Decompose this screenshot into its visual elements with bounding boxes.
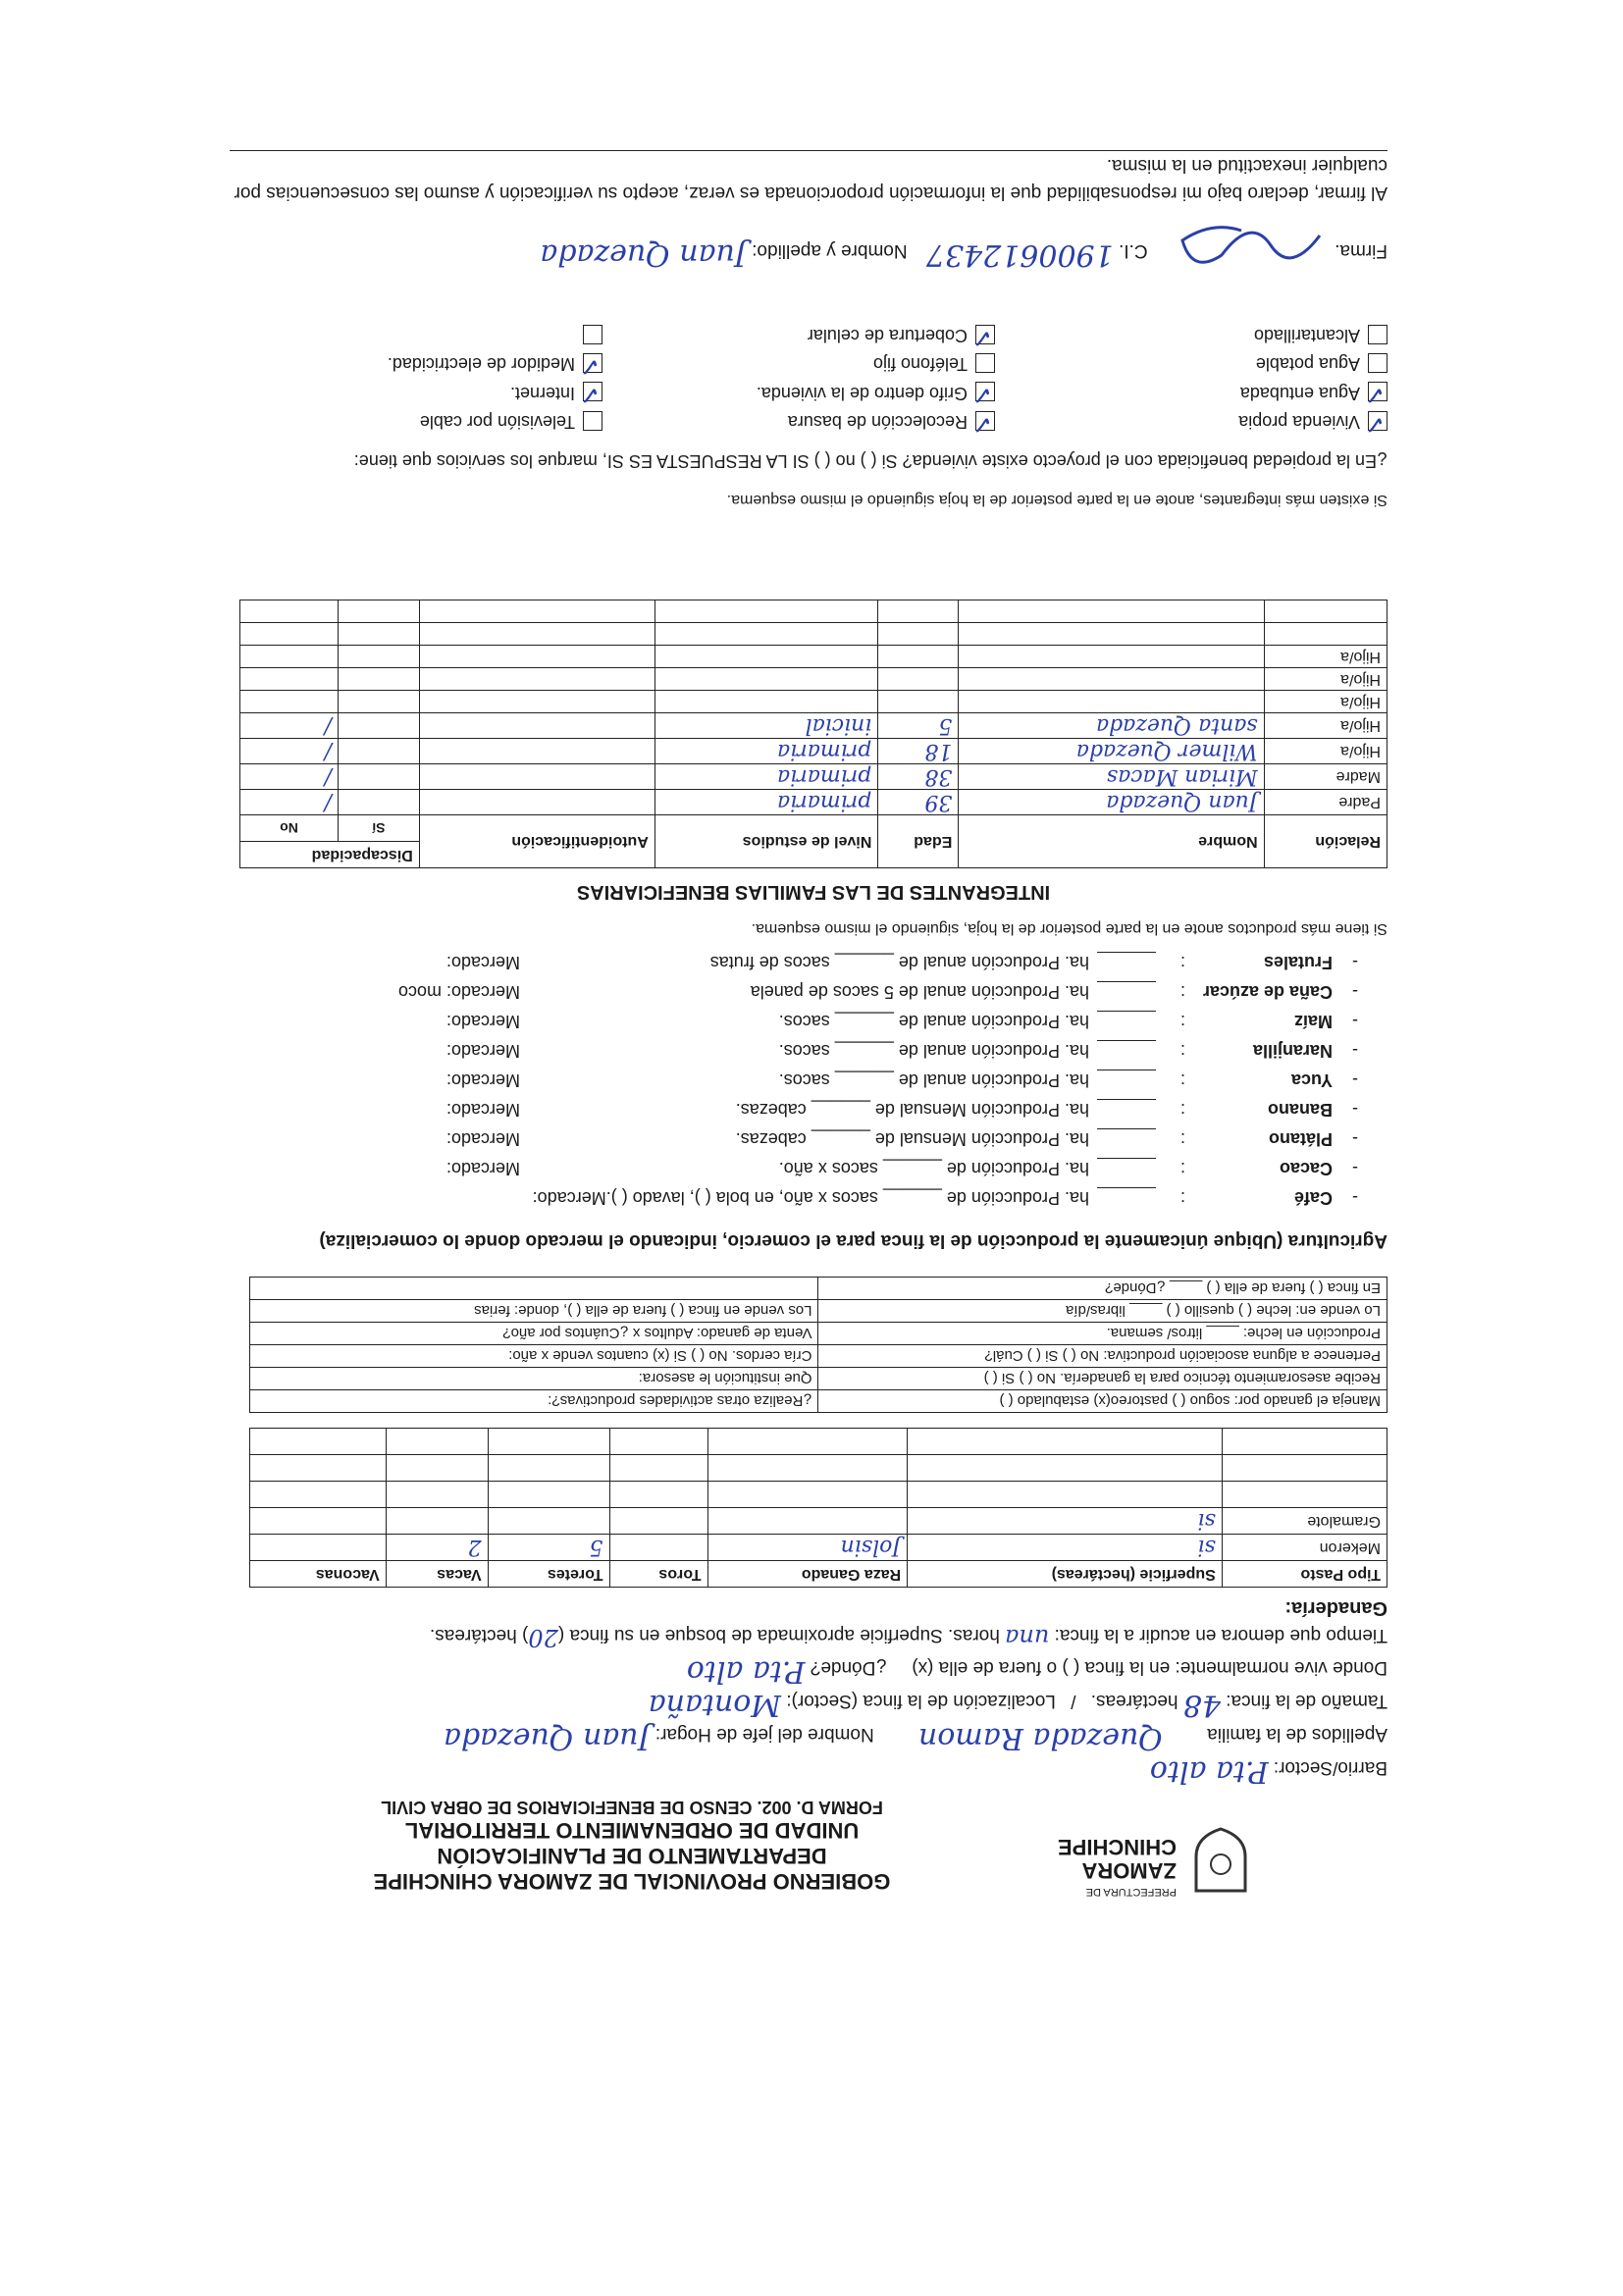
crop-name: Café: [1293, 1188, 1333, 1208]
checkbox-icon[interactable]: [583, 383, 602, 402]
crop-name: Caña de azúcar: [1202, 982, 1333, 1002]
integrantes-cell: [959, 623, 1264, 646]
integrantes-cell: /: [240, 764, 339, 790]
integrantes-header: Autoidentificación: [419, 815, 654, 868]
integrantes-cell: [339, 646, 420, 668]
integrantes-cell: [654, 623, 878, 646]
integrantes-cell: [240, 691, 339, 713]
crop-mercado: Mercado:: [445, 1100, 520, 1120]
servicio-item[interactable]: [602, 325, 995, 345]
integrantes-title: INTEGRANTES DE LAS FAMILIAS BENEFICIARIAS: [576, 881, 1051, 903]
ganaderia-header: Vaconas: [250, 1561, 387, 1588]
ganaderia-row: [250, 1455, 1387, 1482]
servicio-label: Televisión por cable: [419, 412, 575, 432]
ganaderia-info-row: [250, 1278, 1387, 1300]
integrantes-cell: [339, 790, 420, 815]
ganaderia-cell: [707, 1455, 908, 1482]
header-line-2: DEPARTAMENTO DE PLANIFICACIÓN: [437, 1844, 827, 1868]
integrantes-cell: [878, 668, 959, 691]
servicio-label: Medidor de electricidad.: [387, 354, 575, 375]
integrantes-cell: [339, 668, 420, 691]
barrio-value: P.ta alto: [1149, 1754, 1269, 1789]
ganaderia-info-cell: Maneja el ganado por: soguo ( ) pastoreo(x) estabulado ( ): [818, 1390, 1387, 1413]
header-line-4: FORMA D. 002. CENSO DE BENEFICIARIOS DE OBRA CIVIL: [381, 1798, 883, 1817]
apellidos-value: Quezada Ramon: [917, 1721, 1163, 1755]
donde-value: P.ta alto: [686, 1654, 806, 1689]
ganaderia-info-row: [250, 1323, 1387, 1345]
integrantes-cell: [339, 600, 420, 623]
integrantes-cell: [878, 646, 959, 668]
ganaderia-row: [250, 1508, 1387, 1535]
ganaderia-info-cell: Los vende en finca ( ) fuera de ella ( ), donde: ferias: [250, 1300, 819, 1323]
apellidos-line: Apellidos de la familia Quezada Ramon Nombre del jefe de Hogar: Juan Quezada: [444, 1721, 1387, 1755]
integrantes-cell: Hijo/a: [1264, 668, 1387, 691]
integrantes-row: [240, 790, 1387, 815]
integrantes-cell: [878, 600, 959, 623]
integrantes-cell: [419, 691, 654, 713]
integrantes-cell: [419, 713, 654, 739]
servicio-item[interactable]: [308, 383, 602, 403]
ganaderia-cell: Mekeron: [1222, 1535, 1387, 1561]
ganaderia-cell: [488, 1429, 609, 1455]
servicio-label: Recolección de basura: [787, 412, 968, 432]
localizacion-value: Montaña: [648, 1688, 782, 1722]
ganaderia-cell: [609, 1508, 707, 1535]
shield-icon: [1191, 1827, 1250, 1896]
integrantes-cell: [654, 646, 878, 668]
integrantes-cell: primaria: [654, 790, 878, 815]
integrantes-cell: Madre: [1264, 764, 1387, 790]
signature-scribble: [1153, 216, 1330, 285]
agricultura-title: Agricultura (Ubique únicamente la producción de la finca para el comercio, indicando el mercado donde lo comercializa): [319, 1230, 1387, 1251]
ganaderia-info-table: [249, 1277, 1387, 1413]
integrantes-cell: primaria: [654, 739, 878, 764]
ganaderia-info-cell: Venta de ganado: Adultos x ¿Cuántos por año?: [250, 1323, 819, 1345]
integrantes-cell: [240, 600, 339, 623]
integrantes-cell: [959, 668, 1264, 691]
ganaderia-cell: [908, 1455, 1223, 1482]
ganaderia-info-cell: Producción en leche: ____ litros/ semana.: [818, 1323, 1387, 1345]
ganaderia-cell: [707, 1508, 908, 1535]
integrantes-row: [240, 623, 1387, 646]
crop-mercado: Mercado:: [445, 953, 520, 972]
ganaderia-row: [250, 1482, 1387, 1508]
ganaderia-cell: [609, 1455, 707, 1482]
integrantes-subheader: No: [240, 815, 339, 842]
ganaderia-cell: [908, 1429, 1223, 1455]
integrantes-cell: [339, 623, 420, 646]
checkbox-icon[interactable]: [975, 411, 995, 431]
ganaderia-cell: [1222, 1455, 1387, 1482]
ganaderia-cell: [488, 1455, 609, 1482]
servicio-item[interactable]: [995, 325, 1387, 345]
servicio-label: Teléfono fijo: [872, 354, 968, 375]
integrantes-header: Edad: [878, 815, 959, 868]
crop-mercado: Mercado: moco: [397, 982, 520, 1002]
crop-row: - Cacao : ha. Producción de ______ sacos x año. Mercado:: [445, 1159, 1358, 1178]
ganaderia-info-row: [250, 1300, 1387, 1323]
servicio-label: Vivienda propia: [1238, 412, 1360, 432]
integrantes-row: [240, 646, 1387, 668]
nombre-value: Juan Quezada: [540, 236, 747, 272]
servicio-item[interactable]: [308, 411, 602, 432]
integrantes-row: [240, 668, 1387, 691]
checkbox-icon[interactable]: [975, 383, 995, 402]
integrantes-cell: Hijo/a: [1264, 713, 1387, 739]
integrantes-cell: primaria: [654, 764, 878, 790]
integrantes-cell: 5: [878, 713, 959, 739]
servicio-label: Agua entubada: [1239, 383, 1360, 403]
crop-mercado: Mercado:: [445, 1129, 520, 1149]
crop-row: - Naranjilla : ha. Producción anual de ______ sacos. Mercado:: [445, 1041, 1358, 1061]
crops-list: [230, 952, 1358, 1217]
servicio-item[interactable]: [602, 383, 995, 403]
header-line-1: GOBIERNO PROVINCIAL DE ZAMORA CHINCHIPE: [373, 1869, 891, 1894]
nombre-label: Nombre y apellido:: [752, 239, 908, 261]
ganaderia-info-cell: Cría cerdos. No ( ) Si (x) cuantos vende x año:: [250, 1345, 819, 1368]
integrantes-cell: santa Quezada: [959, 713, 1264, 739]
ganaderia-info-cell: ¿Realiza otras actividades productivas?:: [250, 1390, 819, 1413]
tamano-line: Tamaño de la finca: 48 hectáreas. / Localización de la finca (Sector): Montaña: [648, 1688, 1387, 1722]
ganaderia-cell: [386, 1482, 488, 1508]
integrantes-cell: [419, 646, 654, 668]
crop-mercado: Mercado:: [445, 1012, 520, 1031]
crop-name: Yuca: [1290, 1070, 1333, 1090]
crop-ha-field[interactable]: [1097, 981, 1156, 1002]
servicios-grid: [308, 325, 1387, 432]
crop-text: ha. Producción anual de ______ sacos.: [778, 1041, 1089, 1061]
header-line-3: UNIDAD DE ORDENAMIENTO TERRITORIAL: [404, 1818, 860, 1843]
integrantes-cell: [419, 739, 654, 764]
servicio-item[interactable]: [602, 411, 995, 432]
ganaderia-cell: [1222, 1429, 1387, 1455]
ganaderia-info-cell: Recibe asesoramiento técnico para la ganadería. No ( ) Si ( ): [818, 1368, 1387, 1390]
crop-name: Frutales: [1263, 953, 1333, 972]
ganaderia-cell: [1222, 1482, 1387, 1508]
crop-mercado: Mercado:: [445, 1159, 520, 1178]
servicio-label: Internet.: [509, 383, 575, 403]
servicio-label: Agua potable: [1255, 354, 1360, 375]
crop-text: ha. Producción Mensual de ______ cabezas.: [735, 1129, 1089, 1149]
integrantes-cell: Padre: [1264, 790, 1387, 815]
servicio-label: Alcantarillado: [1253, 326, 1360, 346]
integrantes-header: Relación: [1264, 815, 1387, 868]
crop-mercado: Mercado:: [445, 1070, 520, 1090]
integrantes-cell: Hijo/a: [1264, 691, 1387, 713]
declaracion-text: Al firmar, declaro bajo mi responsabilidad que la información proporcionada es veraz, acepto su verificación y asumo las consecuencias por cualquier inexactitud en la misma.: [230, 150, 1387, 206]
crop-text: ha. Producción anual de ______ sacos de frutas: [709, 953, 1089, 972]
ganaderia-cell: [609, 1429, 707, 1455]
integrantes-cell: [419, 600, 654, 623]
integrantes-cell: [1264, 600, 1387, 623]
ganaderia-info-cell: Lo vende en: leche ( ) quesillo ( ) ____ libras/día: [818, 1300, 1387, 1323]
crop-name: Naranjilla: [1252, 1041, 1333, 1061]
ganaderia-cell: [386, 1429, 488, 1455]
tiempo-value: una: [1005, 1624, 1050, 1651]
servicio-item[interactable]: [995, 383, 1387, 403]
checkbox-icon[interactable]: [583, 411, 602, 431]
crop-row: - Café : ha. Producción de ______ sacos x año, en bola ( ), lavado ( ).Mercado:: [230, 1187, 1358, 1217]
integrantes-cell: [339, 691, 420, 713]
integrantes-cell: [240, 646, 339, 668]
jefe-value: Juan Quezada: [444, 1721, 651, 1755]
ganaderia-info-cell: Pertenece a alguna asociación productiva: No ( ) Si ( ) Cuál?: [818, 1345, 1387, 1368]
firma-label: Firma.: [1335, 239, 1387, 261]
logo-subtitle: PREFECTURA DE: [1085, 1886, 1177, 1898]
ci-label: C.I.: [1119, 239, 1148, 261]
crop-ha-field[interactable]: [1097, 1011, 1156, 1031]
ganaderia-cell: [609, 1535, 707, 1561]
tiempo-line: Tiempo que demora en acudir a la finca: una horas. Superficie aproximada de bosque en su finca (20) hectáreas.: [430, 1624, 1387, 1651]
integrantes-cell: 39: [878, 790, 959, 815]
crop-text: ha. Producción de ______ sacos x año, en bola ( ), lavado ( ).Mercado:: [532, 1188, 1089, 1208]
ganaderia-table: [249, 1428, 1387, 1588]
crop-text: ha. Producción anual de ______ sacos.: [778, 1070, 1089, 1090]
ganaderia-info-row: [250, 1345, 1387, 1368]
checkbox-icon[interactable]: [1368, 411, 1387, 431]
servicio-item[interactable]: [995, 411, 1387, 432]
servicio-item[interactable]: [308, 353, 602, 374]
checkbox-icon[interactable]: [583, 325, 602, 344]
ganaderia-row: [250, 1535, 1387, 1561]
crop-name: Maíz: [1293, 1012, 1333, 1031]
integrantes-cell: 38: [878, 764, 959, 790]
ganaderia-header: Toros: [609, 1561, 707, 1588]
tamano-value: 48: [1182, 1688, 1221, 1722]
crop-ha-field[interactable]: [1097, 952, 1156, 972]
ganaderia-cell: [386, 1455, 488, 1482]
ganaderia-cell: si: [908, 1535, 1223, 1561]
integrantes-cell: [654, 668, 878, 691]
integrantes-cell: [959, 646, 1264, 668]
crop-ha-field[interactable]: [1097, 1128, 1156, 1149]
integrantes-cell: [419, 623, 654, 646]
crop-row: - Caña de azúcar : ha. Producción anual de 5 sacos de panela Mercado: moco: [397, 982, 1358, 1002]
integrantes-cell: [240, 668, 339, 691]
ganaderia-title: Ganadería:: [1284, 1597, 1387, 1619]
ganaderia-info-row: [250, 1390, 1387, 1413]
logo-title: ZAMORA CHINCHIPE: [1057, 1835, 1177, 1883]
integrantes-cell: [654, 600, 878, 623]
servicio-item[interactable]: [308, 325, 602, 345]
integrantes-row: [240, 739, 1387, 764]
ganaderia-cell: [707, 1429, 908, 1455]
integrantes-cell: [240, 623, 339, 646]
agricultura-note: Si tiene más productos anote en la parte posterior de la hoja, siguiendo el mismo esquema.: [751, 920, 1387, 937]
integrantes-row: [240, 764, 1387, 790]
integrantes-cell: [339, 713, 420, 739]
ganaderia-cell: [250, 1508, 387, 1535]
integrantes-cell: inicial: [654, 713, 878, 739]
crop-name: Banano: [1267, 1100, 1333, 1120]
servicio-label: Cobertura de celular: [807, 326, 968, 346]
crop-name: Cacao: [1279, 1159, 1333, 1178]
integrantes-cell: 18: [878, 739, 959, 764]
integrantes-cell: /: [240, 713, 339, 739]
integrantes-header: Nombre: [959, 815, 1264, 868]
ganaderia-cell: [250, 1455, 387, 1482]
ganaderia-header: Tipo Pasto: [1222, 1561, 1387, 1588]
crop-ha-field[interactable]: [1097, 1158, 1156, 1178]
integrantes-cell: [419, 764, 654, 790]
integrantes-cell: Hijo/a: [1264, 739, 1387, 764]
integrantes-cell: [419, 668, 654, 691]
integrantes-row: [240, 713, 1387, 739]
crop-ha-field[interactable]: [1097, 1040, 1156, 1061]
integrantes-cell: [339, 764, 420, 790]
servicio-label: Grifo dentro de la vivienda.: [756, 383, 968, 403]
crop-row: - Yuca : ha. Producción anual de ______ sacos. Mercado:: [445, 1070, 1358, 1090]
crop-ha-field[interactable]: [1097, 1099, 1156, 1120]
integrantes-note: Si existen más integrantes, anote en la parte posterior de la hoja siguiendo el mismo esquema.: [726, 492, 1387, 508]
ci-value: 1900612437: [925, 236, 1114, 272]
integrantes-cell: [878, 691, 959, 713]
integrantes-table: [239, 600, 1387, 868]
crop-ha-field[interactable]: [1097, 1070, 1156, 1090]
integrantes-cell: [959, 600, 1264, 623]
crop-row: - Maíz : ha. Producción anual de ______ sacos. Mercado:: [445, 1012, 1358, 1031]
crop-row: - Plátano : ha. Producción Mensual de ______ cabezas. Mercado:: [445, 1129, 1358, 1149]
ganaderia-cell: [250, 1535, 387, 1561]
ganaderia-cell: [488, 1482, 609, 1508]
integrantes-cell: Wilmer Quezada: [959, 739, 1264, 764]
integrantes-row: [240, 691, 1387, 713]
ganaderia-cell: [707, 1482, 908, 1508]
barrio-line: Barrio/Sector: P.ta alto: [1149, 1754, 1387, 1789]
crop-text: ha. Producción Mensual de ______ cabezas.: [735, 1100, 1089, 1120]
ganaderia-cell: si: [908, 1508, 1223, 1535]
checkbox-icon[interactable]: [975, 325, 995, 344]
crop-text: ha. Producción anual de 5 sacos de panela: [750, 982, 1089, 1002]
integrantes-header: Discapacidad: [240, 842, 420, 868]
crop-text: ha. Producción anual de ______ sacos.: [778, 1012, 1089, 1031]
integrantes-cell: [654, 691, 878, 713]
crop-text: ha. Producción de ______ sacos x año.: [778, 1159, 1089, 1178]
ganaderia-cell: [488, 1508, 609, 1535]
ganaderia-header: Toretes: [488, 1561, 609, 1588]
integrantes-row: [240, 600, 1387, 623]
ganaderia-info-cell: Que institución le asesora:: [250, 1368, 819, 1390]
crop-row: - Frutales : ha. Producción anual de ______ sacos de frutas Mercado:: [445, 953, 1358, 972]
vive-line: Donde vive normalmente: en la finca ( ) o fuera de ella (x) ¿Dónde? P.ta alto: [686, 1654, 1387, 1689]
integrantes-cell: /: [240, 790, 339, 815]
integrantes-cell: Hijo/a: [1264, 646, 1387, 668]
ganaderia-info-cell: [250, 1278, 819, 1300]
integrantes-header: Nivel de estudios: [654, 815, 878, 868]
ganaderia-row: [250, 1429, 1387, 1455]
servicios-question: ¿En la propiedad beneficiada con el proyecto existe vivienda? Si ( ) no ( ) SI LA RESPUESTA ES SI, marque los servicios que tiene:: [353, 451, 1387, 471]
checkbox-icon[interactable]: [583, 353, 602, 373]
integrantes-cell: Juan Quezada: [959, 790, 1264, 815]
ganaderia-cell: [908, 1482, 1223, 1508]
firma-block: [210, 216, 1387, 285]
integrantes-subheader: Sí: [339, 815, 420, 842]
checkbox-icon[interactable]: [1368, 325, 1387, 344]
ganaderia-header: Raza Ganado: [707, 1561, 908, 1588]
crop-ha-field[interactable]: [1097, 1187, 1156, 1208]
checkbox-icon[interactable]: [1368, 353, 1387, 373]
ganaderia-cell: [609, 1482, 707, 1508]
crop-mercado: Mercado:: [445, 1041, 520, 1061]
integrantes-cell: [339, 739, 420, 764]
ganaderia-cell: Gramalote: [1222, 1508, 1387, 1535]
integrantes-cell: Mirian Macas: [959, 764, 1264, 790]
ganaderia-cell: [250, 1482, 387, 1508]
servicio-item[interactable]: [995, 353, 1387, 374]
integrantes-cell: [878, 623, 959, 646]
crop-row: - Banano : ha. Producción Mensual de ______ cabezas. Mercado:: [445, 1100, 1358, 1120]
ganaderia-cell: 5: [488, 1535, 609, 1561]
ganaderia-header: Vacas: [386, 1561, 488, 1588]
integrantes-cell: [959, 691, 1264, 713]
ganaderia-cell: Jolsin: [707, 1535, 908, 1561]
crop-name: Plátano: [1268, 1129, 1333, 1149]
ganaderia-cell: [250, 1429, 387, 1455]
integrantes-cell: /: [240, 739, 339, 764]
checkbox-icon[interactable]: [975, 353, 995, 373]
ganaderia-info-row: [250, 1368, 1387, 1390]
checkbox-icon[interactable]: [1368, 383, 1387, 402]
ganaderia-cell: [386, 1508, 488, 1535]
ganaderia-info-cell: En finca ( ) fuera de ella ( ) ____ ¿Dónde?: [818, 1278, 1387, 1300]
ganaderia-header: Superficie (hectáreas): [908, 1561, 1223, 1588]
integrantes-cell: [419, 790, 654, 815]
ganaderia-cell: 2: [386, 1535, 488, 1561]
integrantes-cell: [1264, 623, 1387, 646]
servicio-item[interactable]: [602, 353, 995, 374]
